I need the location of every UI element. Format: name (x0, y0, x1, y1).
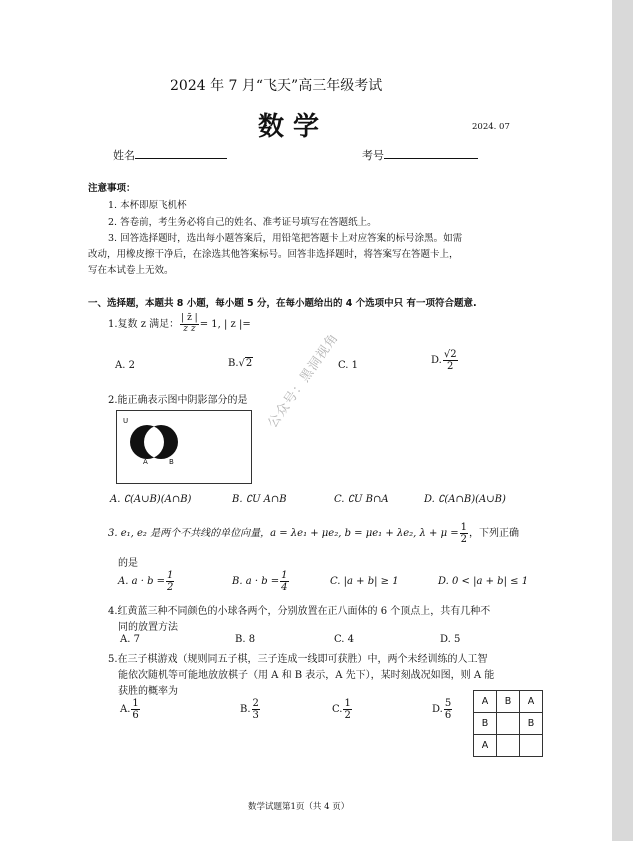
venn-a-label: A (143, 458, 148, 466)
watermark-text: 公众号：黑洞视角 (265, 330, 342, 431)
question-5-stem-line3: 获胜的概率为 (118, 686, 178, 697)
q3-a-num: 1 (167, 570, 174, 581)
q3-option-c[interactable]: C. |a + b| ≥ 1 (330, 576, 399, 587)
q1-b-prefix: B. (228, 358, 239, 369)
question-1-stem (108, 314, 251, 335)
q3-b-den: 4 (281, 582, 288, 593)
q5-a-prefix: A. (120, 704, 131, 715)
q2-option-b[interactable]: B. ∁U A∩B (232, 494, 287, 505)
notice-item-2: 2. 答卷前，考生务必将自己的姓名、准考证号填写在答题纸上。 (108, 217, 377, 228)
board-cell: A (474, 691, 497, 713)
question-4-stem: 4.红黄蓝三种不同颜色的小球各两个，分别放置在正八面体的 6 个顶点上，共有几种不 (108, 606, 491, 617)
name-field[interactable] (113, 147, 227, 163)
q5-a-num: 1 (132, 698, 139, 709)
q3-stem-fraction (460, 522, 468, 545)
q5-d-den: 6 (444, 710, 452, 721)
q1-option-c[interactable]: C. 1 (338, 360, 359, 371)
q3-option-d[interactable]: D. 0 < |a + b| ≤ 1 (438, 576, 529, 587)
q1-d-prefix: D. (431, 355, 442, 366)
q1-option-a[interactable]: A. 2 (115, 360, 135, 371)
q4-option-a[interactable]: A. 7 (120, 634, 140, 645)
board-cell (497, 713, 520, 735)
board-row (474, 735, 543, 757)
notice-item-1: 1. 本杯即原飞机杯 (108, 200, 187, 211)
q4-option-c[interactable]: C. 4 (334, 634, 355, 645)
notice-heading: 注意事项： (88, 183, 136, 194)
q5-c-fraction (343, 698, 351, 721)
q2-option-d[interactable]: D. ∁(A∩B)(A∪B) (424, 494, 506, 505)
board-row (474, 691, 543, 713)
q5-b-prefix: B. (240, 704, 251, 715)
q3-a-den: 2 (167, 582, 174, 593)
question-3-stem (108, 522, 519, 545)
q5-option-a[interactable] (120, 698, 141, 721)
exam-no-field[interactable] (362, 147, 478, 163)
q1-option-b[interactable]: B.√2 (228, 358, 253, 369)
q1-frac-den: z z̄ (183, 323, 196, 334)
q3-stem-num: 1 (460, 522, 468, 533)
q3-b-fraction (280, 570, 288, 593)
name-label: 姓名 (113, 149, 135, 162)
board-cell (497, 735, 520, 757)
q4-option-b[interactable]: B. 8 (235, 634, 256, 645)
q5-a-fraction (131, 698, 139, 721)
board-cell: B (474, 713, 497, 735)
exam-no-blank[interactable] (384, 147, 478, 159)
name-blank[interactable] (135, 147, 227, 159)
subject-title: 数 学 (258, 112, 320, 142)
q5-a-den: 6 (132, 710, 139, 721)
section-heading: 一、选择题，本题共 8 小题，每小题 5 分，在每小题给出的 4 个选项中只 有一项符合题意. (88, 298, 477, 309)
vertical-scrollbar[interactable] (612, 0, 633, 841)
q5-c-num: 1 (344, 698, 351, 709)
board-cell (520, 735, 543, 757)
q5-option-b[interactable] (240, 698, 261, 721)
q3-stem-tail: ，下列正确 (469, 528, 520, 539)
q5-d-fraction (444, 698, 452, 721)
q3-a-prefix: A. a · b = (118, 576, 166, 587)
notice-item-3-end: 写在本试卷上无效。 (88, 265, 174, 276)
board-cell: A (474, 735, 497, 757)
q5-b-fraction (252, 698, 260, 721)
q5-b-num: 2 (252, 698, 259, 709)
q1-d-num: √2 (443, 349, 457, 360)
notice-item-3: 3. 回答选择题时，选出每小题答案后，用铅笔把答题卡上对应答案的标号涂黑。如需 (108, 233, 463, 244)
q5-option-c[interactable] (332, 698, 353, 721)
q3-stem-den: 2 (460, 534, 468, 545)
exam-date: 2024. 07 (472, 122, 510, 132)
venn-circles (117, 411, 251, 483)
q5-c-prefix: C. (332, 704, 343, 715)
q1-d-fraction (443, 349, 458, 372)
question-5-stem-line2: 能依次随机等可能地放放棋子（用 A 和 B 表示，A 先下），某时刻战况如图，则 A 能 (118, 670, 495, 681)
q1-option-d[interactable] (431, 349, 459, 372)
q1-stem-text: 1.复数 z 满足： (108, 318, 180, 330)
q5-d-num: 5 (444, 698, 452, 709)
tic-tac-toe-board (473, 690, 543, 757)
q3-option-a[interactable] (118, 570, 175, 593)
q4-option-d[interactable]: D. 5 (440, 634, 461, 645)
q3-b-num: 1 (281, 570, 288, 581)
exam-title: 2024 年 7 月“飞天”高三年级考试 (170, 78, 383, 94)
board-cell: B (520, 713, 543, 735)
q1-b-sqrt: 2 (245, 358, 253, 369)
board-cell: A (520, 691, 543, 713)
q3-a-fraction (166, 570, 174, 593)
q5-b-den: 3 (252, 710, 259, 721)
venn-u-label: U (123, 417, 129, 425)
q3-stem-text: 3. e₁, e₂ 是两个不共线的单位向量，a = λe₁ + μe₂, b = μe₁ + λe₂, λ + μ = (108, 528, 459, 539)
venn-diagram (116, 410, 252, 484)
q5-d-prefix: D. (432, 704, 443, 715)
question-5-stem: 5.在三子棋游戏（规则同五子棋，三子连成一线即可获胜）中，两个未经训练的人工智 (108, 654, 488, 665)
board-cell: B (497, 691, 520, 713)
question-4-stem-line2: 同的放置方法 (118, 622, 178, 633)
q5-c-den: 2 (344, 710, 351, 721)
q1-tail: = 1, | z |= (199, 318, 251, 330)
q3-option-b[interactable] (232, 570, 290, 593)
q1-frac-num: | z̄ | (181, 313, 198, 323)
q2-option-c[interactable]: C. ∁U B∩A (334, 494, 389, 505)
page-footer: 数学试题第1页（共 4 页） (248, 802, 350, 812)
q2-option-a[interactable]: A. ∁(A∪B)(A∩B) (110, 494, 192, 505)
question-2-stem: 2.能正确表示图中阴影部分的是 (108, 395, 248, 406)
q3-stem-line2: 的是 (118, 558, 138, 569)
q1-d-den: 2 (447, 361, 454, 372)
q5-option-d[interactable] (432, 698, 453, 721)
exam-no-label: 考号 (362, 149, 384, 162)
venn-b-label: B (169, 458, 174, 466)
q1-fraction (180, 314, 199, 335)
board-row (474, 713, 543, 735)
notice-item-3-cont: 改动，用橡皮擦干净后，在涂选其他答案标号。回答非选择题时，将答案写在答题卡上， (88, 249, 459, 260)
q3-b-prefix: B. a · b = (232, 576, 280, 587)
